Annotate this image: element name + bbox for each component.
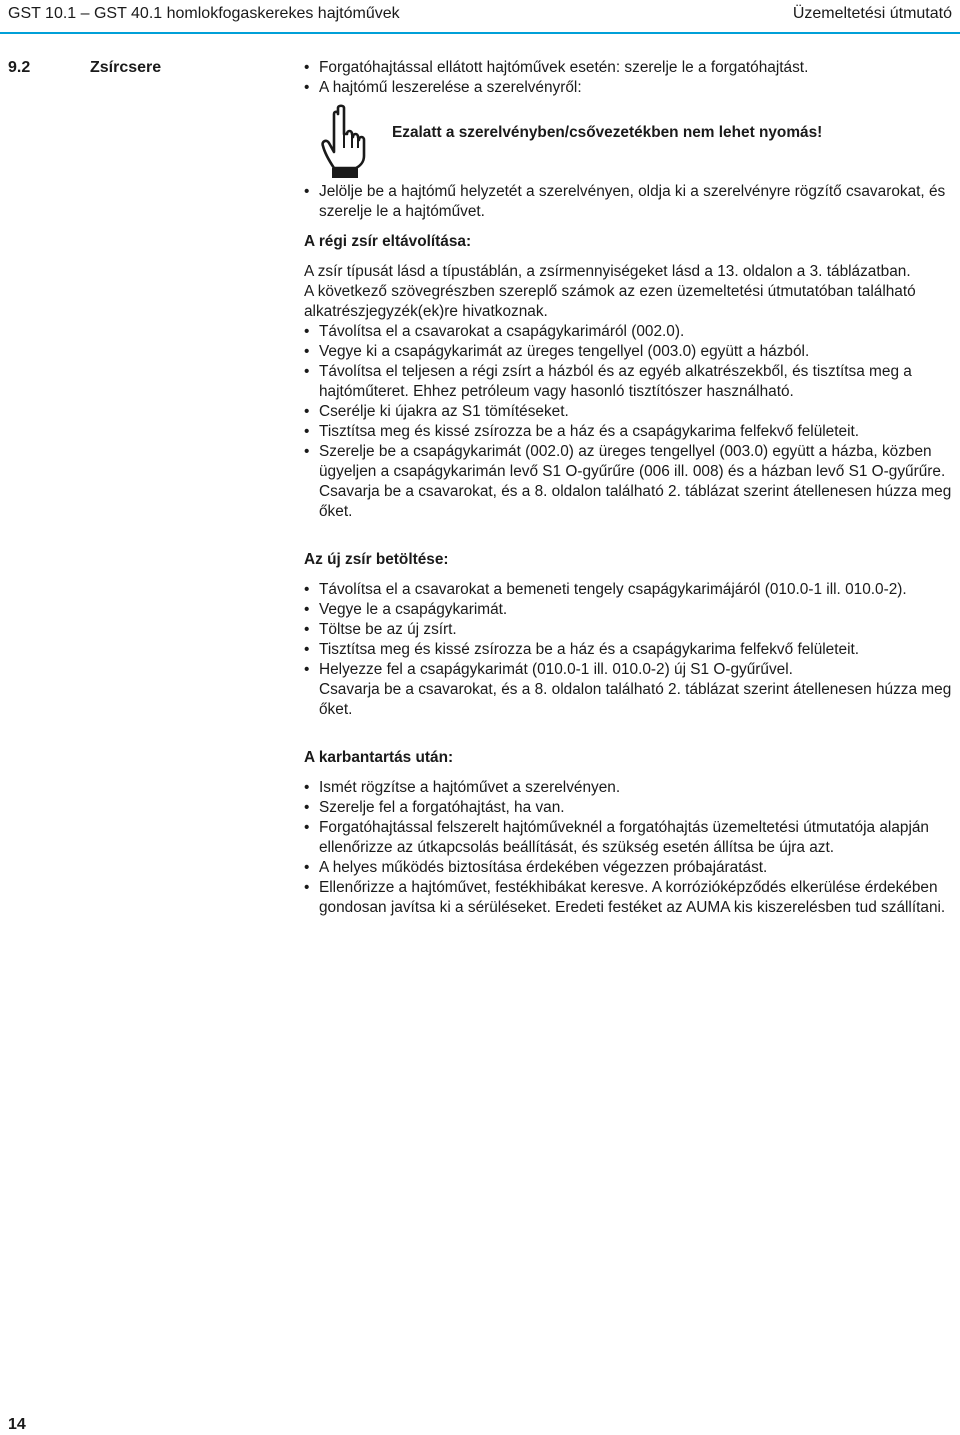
warning-note [304,100,954,182]
page-number: 14 [8,1416,26,1433]
old-grease-para-2: A következő szövegrészben szereplő számok az ezen üzemeltetési útmutatóban található alkatrészjegyzék(ek)re hivatkoznak. [304,283,916,320]
list-item: • Szerelje be a csapágykarimát (002.0) az üreges tengellyel (003.0) együtt a házba, közben ügyeljen a csapágykarimán levő S1 O-gyűrűre (006 ill. 008) és a házban levő S1 O-gyűrűre. [304,442,954,482]
header-doc-type: Üzemeltetési útmutató [792,5,952,22]
pointing-hand-icon [320,104,368,180]
list-item: • Ellenőrizze a hajtóművet, festékhibákat keresve. A korrózióképződés elkerülése érdekében gondosan javítsa ki a sérüléseket. Eredeti festéket az AUMA kis kiszerelésben tud szállítani. [304,878,954,918]
new-grease-follow: Csavarja be a csavarokat, és a 8. oldalon található 2. táblázat szerint átellenesen húzza meg őket. [319,681,952,718]
list-item: • Vegye ki a csapágykarimát az üreges tengellyel (003.0) együtt a házból. [304,342,954,362]
list-item: • Tisztítsa meg és kissé zsírozza be a ház és a csapágykarima felfekvő felületeit. [304,422,954,442]
list-item: • A helyes működés biztosítása érdekében végezzen próbajáratást. [304,858,954,878]
new-grease-list [304,580,954,680]
section-title: Zsírcsere [90,59,162,76]
list-item: • Ismét rögzítse a hajtóművet a szerelvényen. [304,778,954,798]
header-title: GST 10.1 – GST 40.1 homlokfogaskerekes hajtóművek [8,5,400,22]
list-item: • Forgatóhajtással felszerelt hajtóműveknél a forgatóhajtás üzemeltetési útmutatója alapján ellenőrizze az útkapcsolás beállítását, és szükség esetén állítsa be újra azt. [304,818,954,858]
section-content [304,58,954,918]
old-grease-list [304,322,954,482]
list-item: • A hajtómű leszerelése a szerelvényről: [304,78,954,98]
list-item: • Töltse be az új zsírt. [304,620,954,640]
list-item: • Távolítsa el a csavarokat a csapágykarimáról (002.0). [304,322,954,342]
after-maintenance-list [304,778,954,918]
list-item: • Távolítsa el teljesen a régi zsírt a házból és az egyéb alkatrészekből, és tisztítsa meg a hajtóműteret. Ehhez petróleum vagy hasonló tisztítószer használható. [304,362,954,402]
list-item: • Jelölje be a hajtómű helyzetét a szerelvényen, oldja ki a szerelvényre rögzítő csavarokat, és szerelje le a hajtóművet. [304,182,954,222]
mark-list [304,182,954,222]
list-item: • Tisztítsa meg és kissé zsírozza be a ház és a csapágykarima felfekvő felületeit. [304,640,954,660]
list-item: • Forgatóhajtással ellátott hajtóművek esetén: szerelje le a forgatóhajtást. [304,58,954,78]
heading-new-grease: Az új zsír betöltése: [304,551,449,568]
heading-after-maintenance: A karbantartás után: [304,749,454,766]
page-header [8,4,952,26]
header-rule [0,32,960,34]
warning-text: Ezalatt a szerelvényben/csővezetékben nem lehet nyomás! [392,124,823,141]
section-number: 9.2 [8,59,31,76]
old-grease-follow: Csavarja be a csavarokat, és a 8. oldalon található 2. táblázat szerint átellenesen húzza meg őket. [319,483,952,520]
heading-old-grease: A régi zsír eltávolítása: [304,233,472,250]
intro-list [304,58,954,98]
list-item: • Helyezze fel a csapágykarimát (010.0-1 ill. 010.0-2) új S1 O-gyűrűvel. [304,660,954,680]
list-item: • Távolítsa el a csavarokat a bemeneti tengely csapágykarimájáról (010.0-1 ill. 010.0-2). [304,580,954,600]
old-grease-para-1: A zsír típusát lásd a típustáblán, a zsírmennyiségeket lásd a 13. oldalon a 3. táblázatban. [304,263,911,280]
list-item: • Vegye le a csapágykarimát. [304,600,954,620]
list-item: • Cserélje ki újakra az S1 tömítéseket. [304,402,954,422]
list-item: • Szerelje fel a forgatóhajtást, ha van. [304,798,954,818]
